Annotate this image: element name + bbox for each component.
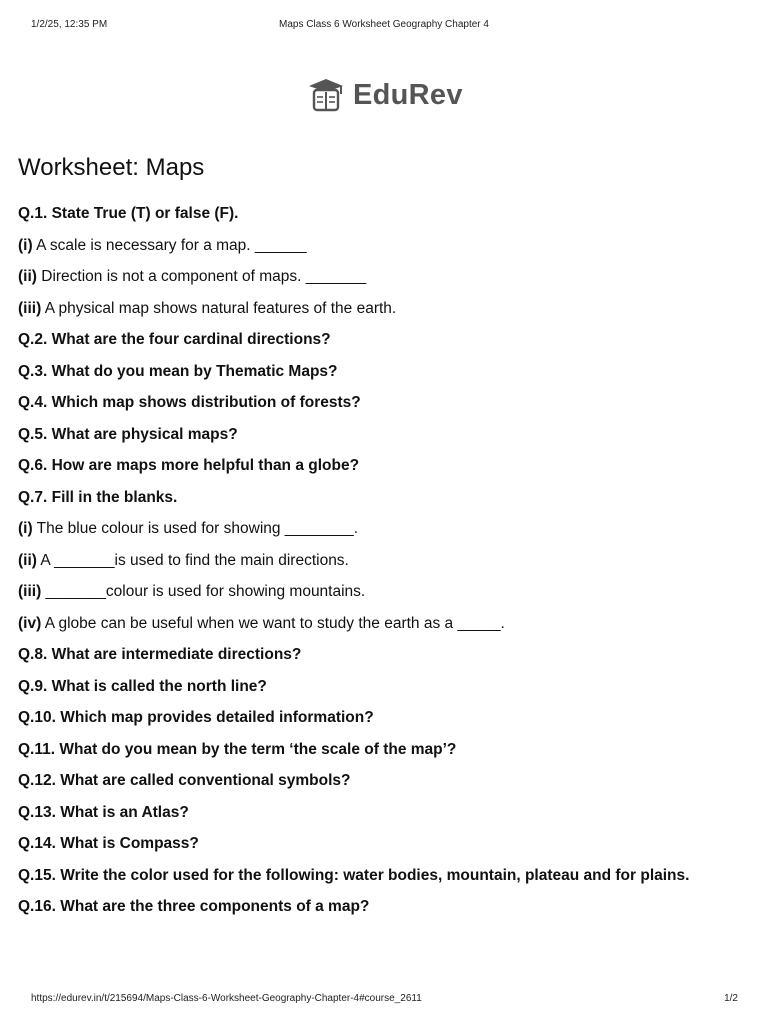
question-1: Q.1. State True (T) or false (F). (18, 205, 239, 222)
part-text: A _______is used to find the main directions. (36, 551, 349, 569)
print-url: https://edurev.in/t/215694/Maps-Class-6-Worksheet-Geography-Chapter-4#course_2611 (31, 993, 422, 1004)
edurev-logo[interactable] (307, 77, 463, 113)
question-11: Q.11. What do you mean by the term ‘the scale of the map’? (18, 740, 457, 758)
question-3: Q.3. What do you mean by Thematic Maps? (18, 362, 338, 380)
part-number: (i) (18, 520, 33, 537)
question-10: Q.10. Which map provides detailed information? (18, 709, 374, 726)
part-text: The blue colour is used for showing ________. (32, 520, 359, 537)
part-number: (i) (18, 236, 33, 254)
question-15: Q.15. Write the color used for the following: water bodies, mountain, plateau and for plains. (18, 866, 690, 884)
question-7-part-i (18, 516, 748, 548)
question-12: Q.12. What are called conventional symbols? (18, 772, 351, 789)
part-number: (iv) (18, 614, 42, 632)
question-7-part-ii (18, 548, 748, 580)
question-7: Q.7. Fill in the blanks. (18, 488, 178, 506)
part-text: A globe can be useful when we want to study the earth as a _____. (41, 614, 505, 632)
print-doc-title: Maps Class 6 Worksheet Geography Chapter 4 (279, 19, 489, 30)
graduation-cap-book-icon (307, 77, 345, 113)
question-2: Q.2. What are the four cardinal directions? (18, 331, 331, 348)
part-text: _______colour is used for showing mountains. (41, 583, 366, 600)
question-5: Q.5. What are physical maps? (18, 425, 238, 443)
question-13: Q.13. What is an Atlas? (18, 803, 189, 821)
question-7-part-iv (18, 611, 748, 643)
worksheet-title: Worksheet: Maps (18, 154, 205, 181)
print-timestamp: 1/2/25, 12:35 PM (31, 19, 108, 30)
question-1-part-ii (18, 264, 748, 296)
part-text: A scale is necessary for a map. ______ (32, 236, 307, 254)
question-7-part-iii (18, 579, 748, 611)
question-4: Q.4. Which map shows distribution of forests? (18, 394, 361, 411)
question-list (18, 201, 748, 926)
part-number: (iii) (18, 583, 42, 600)
question-1-part-iii (18, 296, 748, 328)
logo-text: EduRev (353, 78, 463, 111)
page-number: 1/2 (724, 993, 738, 1004)
part-text: Direction is not a component of maps. _______ (36, 268, 367, 285)
question-6: Q.6. How are maps more helpful than a globe? (18, 457, 360, 474)
question-9: Q.9. What is called the north line? (18, 677, 267, 695)
question-8: Q.8. What are intermediate directions? (18, 646, 302, 663)
part-text: A physical map shows natural features of the earth. (41, 299, 397, 317)
part-number: (iii) (18, 299, 42, 317)
question-14: Q.14. What is Compass? (18, 835, 199, 852)
part-number: (ii) (18, 268, 37, 285)
question-16: Q.16. What are the three components of a map? (18, 898, 370, 915)
part-number: (ii) (18, 551, 37, 569)
question-1-part-i (18, 233, 748, 265)
